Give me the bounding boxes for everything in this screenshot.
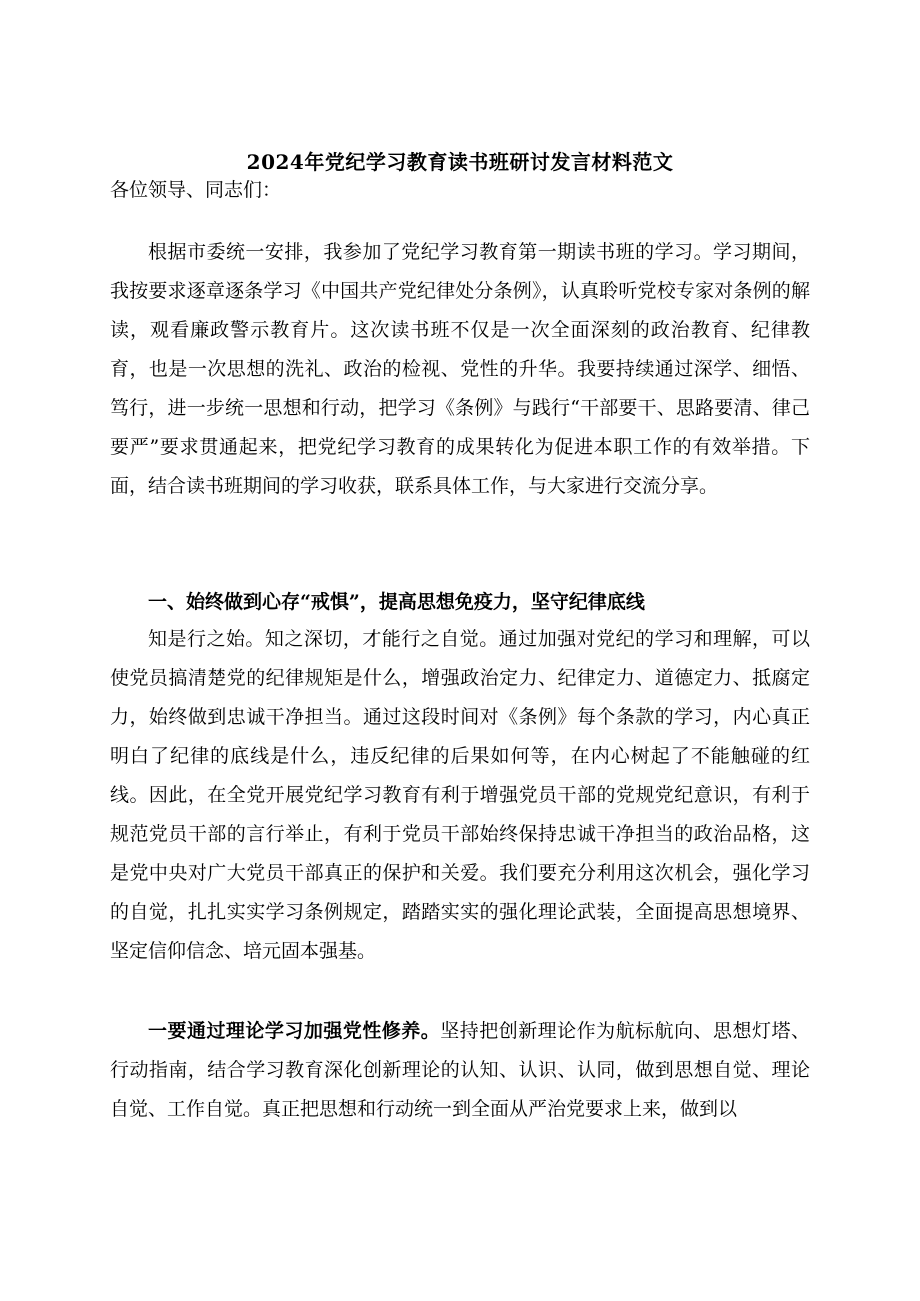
paragraph-intro: 根据市委统一安排，我参加了党纪学习教育第一期读书班的学习。学习期间，我按要求逐章逐条学习《中国共产党纪律处分条例》，认真聆听党校专家对条例的解读，观看廉政警示教育片。这次读书班不仅是一次全面深刻的政治教育、纪律教育，也是一次思想的洗礼、政治的检视、党性的升华。我要持续通过深学、细悟、笃行，进一步统一思想和行动，把学习《条例》与践行“干部要干、思路要清、律己要严”要求贯通起来，把党纪学习教育的成果转化为促进本职工作的有效举措。下面，结合读书班期间的学习收获，联系具体工作，与大家进行交流分享。 (110, 241, 810, 497)
salutation: 各位领导、同志们： (110, 179, 282, 201)
section-heading-1: 一、始终做到心存“戒惧”，提高思想免疫力，坚守纪律底线 (148, 591, 645, 613)
paragraph-section-1: 知是行之始。知之深切，才能行之自觉。通过加强对党纪的学习和理解，可以使党员搞清楚党的纪律规矩是什么，增强政治定力、纪律定力、道德定力、抵腐定力，始终做到忠诚干净担当。通过这段时间对《条例》每个条款的学习，内心真正明白了纪律的底线是什么，违反纪律的后果如何等，在内心树起了不能触碰的红线。因此，在全党开展党纪学习教育有利于增强党员干部的党规党纪意识，有利于规范党员干部的言行举止，有利于党员干部始终保持忠诚干净担当的政治品格，这是党中央对广大党员干部真正的保护和关爱。我们要充分利用这次机会，强化学习的自觉，扎扎实实学习条例规定，踏踏实实的强化理论武装，全面提高思想境界、坚定信仰信念、培元固本强基。 (110, 628, 810, 962)
paragraph-lead-text: 一要通过理论学习加强党性修养。 (148, 1020, 441, 1042)
document-title: 2024年党纪学习教育读书班研讨发言材料范文 (246, 150, 674, 174)
paragraph-theory-study (110, 1012, 810, 1129)
paragraph-body-text: 坚持把创新理论作为航标航向、思想灯塔、行动指南，结合学习教育深化创新理论的认知、认识、认同，做到思想自觉、理论自觉、工作自觉。真正把思想和行动统一到全面从严治党要求上来，做到以 (110, 1020, 810, 1120)
